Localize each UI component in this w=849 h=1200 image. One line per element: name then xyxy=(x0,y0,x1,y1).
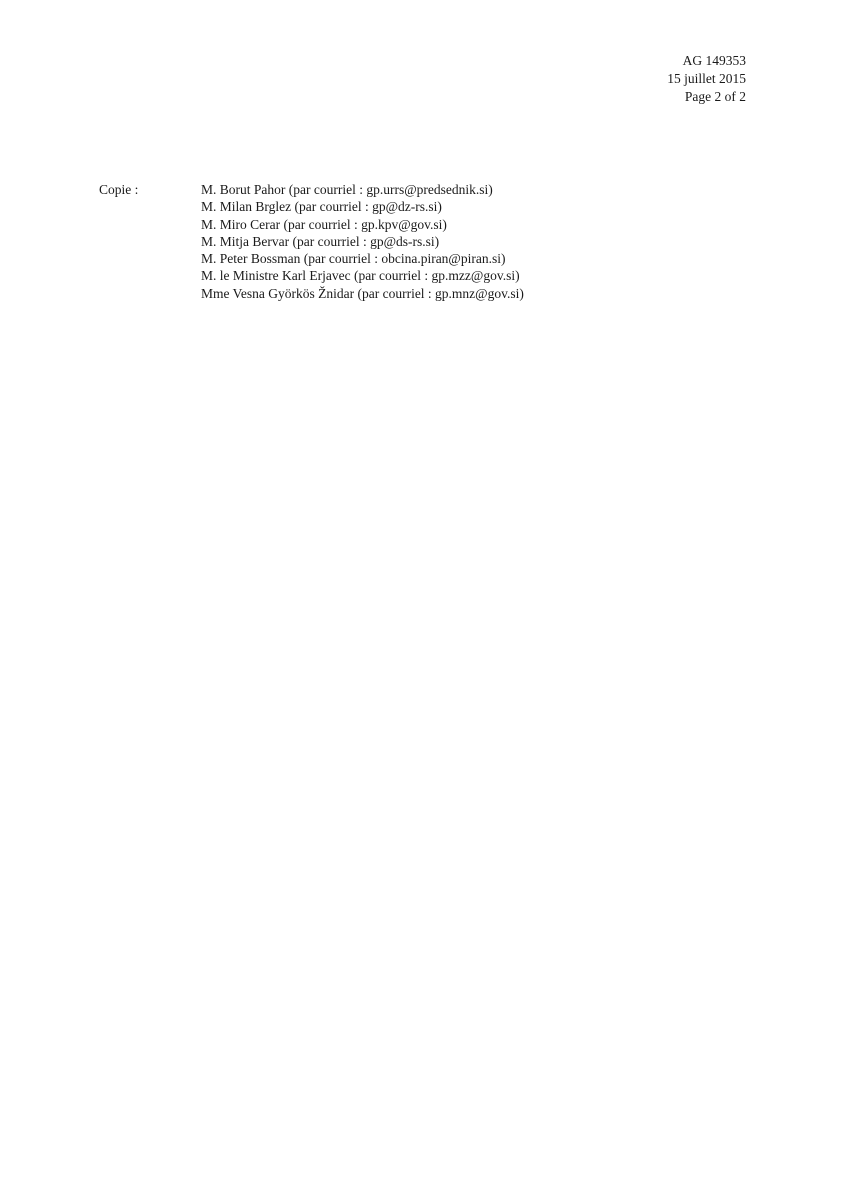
page-number: Page 2 of 2 xyxy=(684,89,746,104)
recipient-item: M. Mitja Bervar (par courriel : gp@ds-rs.si) xyxy=(201,233,440,249)
recipient-item: M. le Ministre Karl Erjavec (par courriel : gp.mzz@gov.si) xyxy=(201,268,520,284)
recipient-list xyxy=(201,181,524,302)
copy-label: Copie : xyxy=(99,182,139,197)
recipient-item: M. Peter Bossman (par courriel : obcina.piran@piran.si) xyxy=(201,251,506,267)
recipient-item: Mme Vesna Györkös Žnidar (par courriel : gp.mnz@gov.si) xyxy=(201,285,524,301)
document-date: 15 juillet 2015 xyxy=(667,71,746,86)
recipient-item: M. Miro Cerar (par courriel : gp.kpv@gov.si) xyxy=(201,216,447,232)
document-header xyxy=(667,52,746,106)
recipient-item: M. Borut Pahor (par courriel : gp.urrs@predsednik.si) xyxy=(201,182,493,197)
reference-number: AG 149353 xyxy=(682,53,746,68)
recipient-item: M. Milan Brglez (par courriel : gp@dz-rs.si) xyxy=(201,199,442,215)
